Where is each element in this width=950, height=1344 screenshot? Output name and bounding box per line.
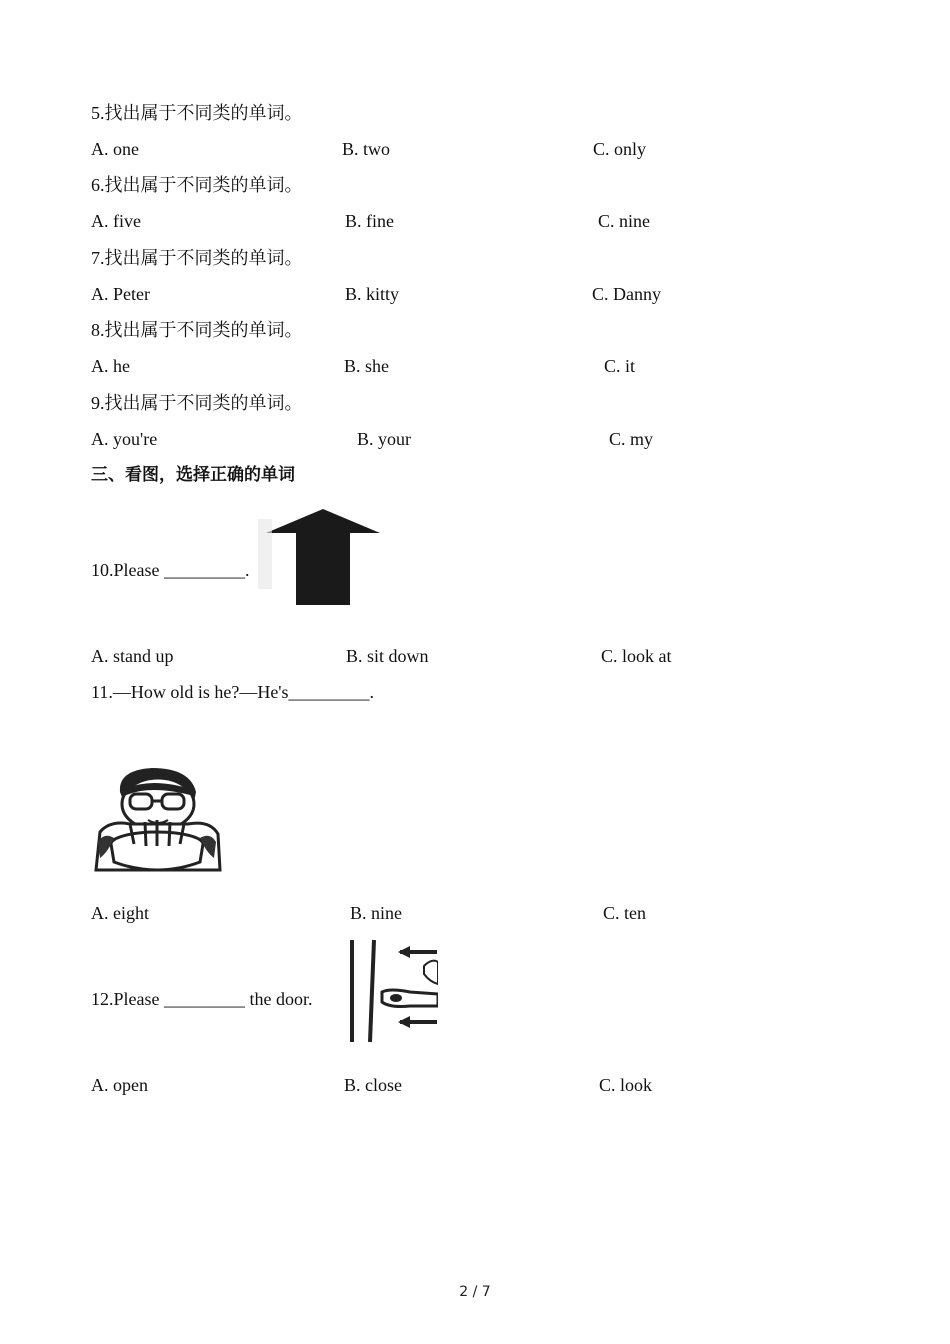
q11-option-a[interactable]: A. eight	[91, 903, 149, 923]
question-6-prompt: 6.找出属于不同类的单词。	[91, 175, 303, 195]
q8-option-b[interactable]: B. she	[344, 356, 389, 376]
q5-option-c[interactable]: C. only	[593, 139, 647, 159]
q9-option-b[interactable]: B. your	[357, 429, 411, 449]
q9-option-c[interactable]: C. my	[609, 429, 654, 449]
q12-option-a[interactable]: A. open	[91, 1075, 148, 1095]
q8-option-c[interactable]: C. it	[604, 356, 636, 376]
page-number: 2 / 7	[459, 1284, 491, 1300]
q5-option-b[interactable]: B. two	[342, 139, 391, 159]
question-9-prompt: 9.找出属于不同类的单词。	[91, 393, 303, 413]
q7-option-b[interactable]: B. kitty	[345, 284, 400, 304]
up-arrow-icon	[258, 505, 383, 607]
q6-option-a[interactable]: A. five	[91, 211, 141, 231]
q11-option-b[interactable]: B. nine	[350, 903, 402, 923]
section-3-heading: 三、看图，选择正确的单词	[91, 465, 295, 485]
q7-option-c[interactable]: C. Danny	[592, 284, 661, 304]
question-11-prompt: 11.—How old is he?—He's_________.	[91, 682, 375, 702]
q10-option-a[interactable]: A. stand up	[91, 646, 174, 666]
q12-option-c[interactable]: C. look	[599, 1075, 653, 1095]
q6-option-b[interactable]: B. fine	[345, 211, 394, 231]
boy-birthday-cake-image	[90, 762, 225, 874]
q10-option-c[interactable]: C. look at	[601, 646, 672, 666]
q11-option-c[interactable]: C. ten	[603, 903, 646, 923]
closing-door-image	[340, 938, 438, 1044]
q7-option-a[interactable]: A. Peter	[91, 284, 150, 304]
question-12-prompt: 12.Please _________ the door.	[91, 989, 313, 1009]
q12-option-b[interactable]: B. close	[344, 1075, 402, 1095]
q6-option-c[interactable]: C. nine	[598, 211, 650, 231]
question-5-prompt: 5.找出属于不同类的单词。	[91, 103, 303, 123]
q9-option-a[interactable]: A. you're	[91, 429, 158, 449]
q8-option-a[interactable]: A. he	[91, 356, 130, 376]
q5-option-a[interactable]: A. one	[91, 139, 139, 159]
question-10-prompt: 10.Please _________.	[91, 560, 250, 580]
q10-option-b[interactable]: B. sit down	[346, 646, 429, 666]
question-8-prompt: 8.找出属于不同类的单词。	[91, 320, 303, 340]
question-7-prompt: 7.找出属于不同类的单词。	[91, 248, 303, 268]
